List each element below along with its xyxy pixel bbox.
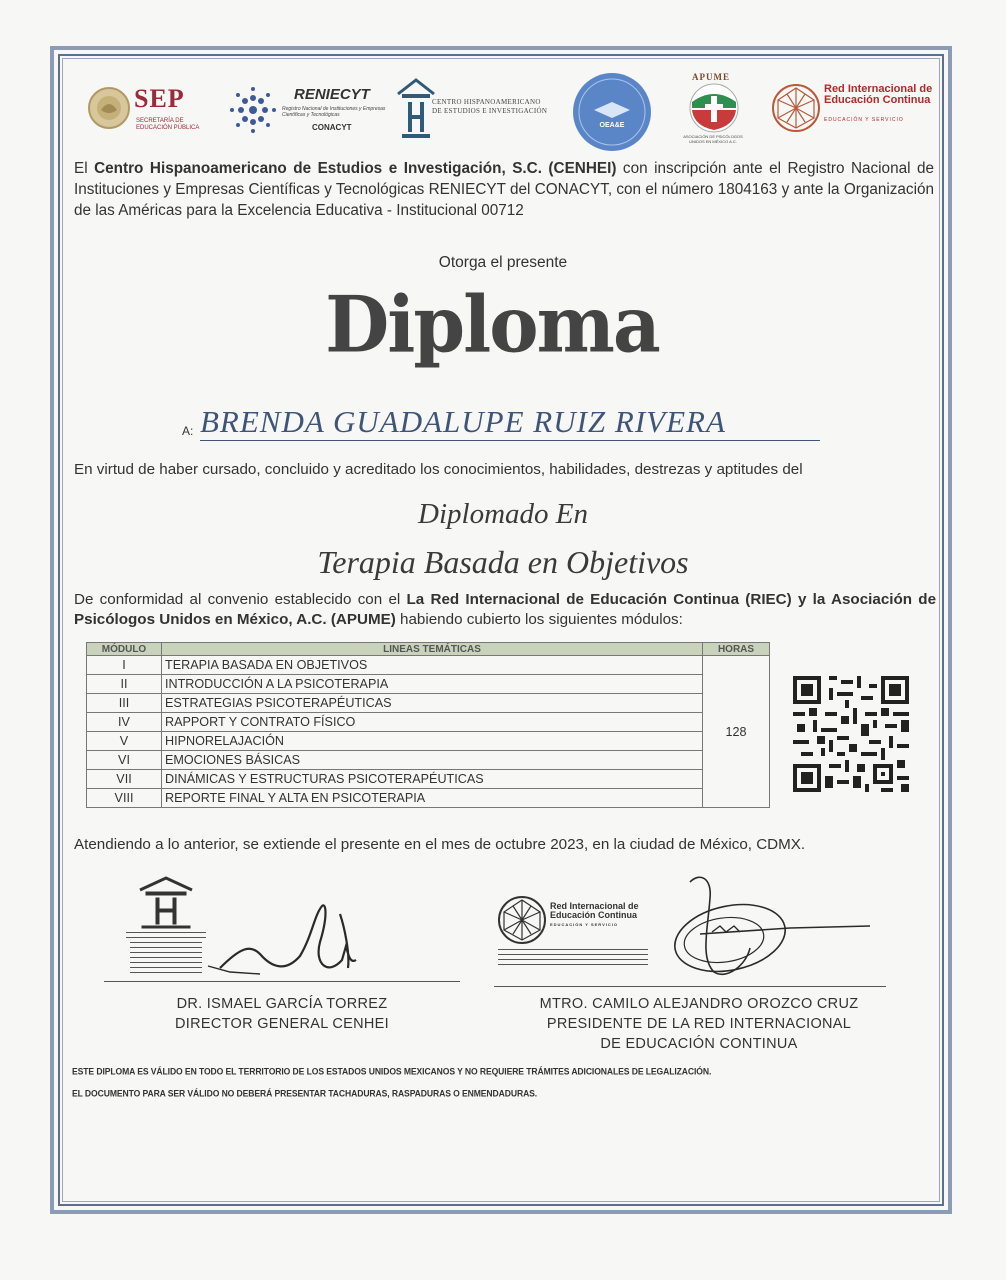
modules-table	[86, 642, 770, 808]
apume-emblem-icon	[684, 82, 744, 134]
intro-prefix: El	[74, 160, 95, 177]
apume-logo	[678, 72, 758, 152]
table-row	[87, 732, 770, 751]
conformity-text	[74, 590, 936, 630]
oeae-logo	[572, 72, 654, 152]
network-globe-icon	[770, 82, 822, 134]
logo-strip	[84, 72, 934, 152]
table-row	[87, 675, 770, 694]
right-signature-area	[490, 868, 890, 986]
riec-stamp-subtitle: EDUCACIÓN Y SERVICIO	[550, 922, 619, 927]
recipient-name: BRENDA GUADALUPE RUIZ RIVERA	[200, 404, 820, 441]
reniecyt-subtitle: Registro Nacional de Instituciones y Empresas Científicas y Tecnológicas	[282, 106, 386, 118]
sep-name: SEP	[134, 84, 185, 113]
module-topic: REPORTE FINAL Y ALTA EN PSICOTERAPIA	[162, 789, 703, 808]
virtud-text: En virtud de haber cursado, concluido y acreditado los conocimientos, habilidades, destrezas y aptitudes del	[74, 461, 803, 478]
alteration-footnote: EL DOCUMENTO PARA SER VÁLIDO NO DEBERÁ PRESENTAR TACHADURAS, RASPADURAS O ENMENDADURAS.	[72, 1087, 538, 1099]
program-line-1: Diplomado En	[418, 498, 588, 530]
oeae-label: OEA&E	[599, 122, 625, 129]
program-title: Terapia Basada en Objetivos	[317, 544, 689, 580]
right-signer-title-2: DE EDUCACIÓN CONTINUA	[600, 1036, 798, 1052]
module-topic: TERAPIA BASADA EN OBJETIVOS	[162, 656, 703, 675]
riec-title: Red Internacional de Educación Continua	[824, 83, 933, 106]
header-topics: LINEAS TEMÁTICAS	[162, 643, 703, 656]
left-signer-title: DIRECTOR GENERAL CENHEI	[175, 1016, 389, 1032]
oeae-circle-icon	[572, 72, 652, 152]
table-header-row	[87, 643, 770, 656]
intro-rest: con inscripción ante el Registro Nacional de Instituciones y Empresas Científicas y Tecnológicas RENIECYT del CONACYT, con el número 1804163 y ante la Organización de las Américas para la Excelencia Educativa - Institucional 00712	[74, 160, 934, 219]
institution-name: Centro Hispanoamericano de Estudios e Investigación, S.C. (CENHEI)	[94, 160, 617, 177]
left-signature-area	[100, 876, 460, 986]
table-row	[87, 694, 770, 713]
riec-logo	[770, 72, 934, 152]
module-number: V	[87, 732, 162, 751]
module-number: I	[87, 656, 162, 675]
module-number: VIII	[87, 789, 162, 808]
riec-stamp-title: Red Internacional de Educación Continua	[550, 901, 639, 920]
module-topic: DINÁMICAS Y ESTRUCTURAS PSICOTERAPÉUTICAS	[162, 770, 703, 789]
header-hours: HORAS	[703, 643, 770, 656]
institution-intro	[74, 158, 934, 221]
table-row	[87, 656, 770, 675]
apume-subtitle: ASOCIACIÓN DE PSICÓLOGOS UNIDOS EN MÉXICO A.C.	[683, 134, 743, 144]
reniecyt-title: RENIECYT	[294, 86, 370, 103]
mexico-seal-icon	[86, 80, 132, 140]
right-signature	[660, 868, 890, 986]
validity-footnote: ESTE DIPLOMA ES VÁLIDO EN TODO EL TERRITORIO DE LOS ESTADOS UNIDOS MEXICANOS Y NO REQUIERE TRÁMITES ADICIONALES DE LEGALIZACIÓN.	[72, 1065, 712, 1077]
table-row	[87, 789, 770, 808]
module-topic: ESTRATEGIAS PSICOTERAPÉUTICAS	[162, 694, 703, 713]
reniecyt-dots-icon	[230, 86, 276, 136]
diploma-title: Diploma	[325, 279, 659, 371]
right-signer-title-1: PRESIDENTE DE LA RED INTERNACIONAL	[546, 1016, 852, 1032]
module-topic: RAPPORT Y CONTRATO FÍSICO	[162, 713, 703, 732]
module-topic: INTRODUCCIÓN A LA PSICOTERAPIA	[162, 675, 703, 694]
apume-title: APUME	[692, 72, 730, 82]
module-number: IV	[87, 713, 162, 732]
reniecyt-logo	[230, 72, 400, 152]
module-number: VI	[87, 751, 162, 770]
network-globe-icon	[496, 894, 548, 946]
left-signer	[104, 994, 460, 1034]
header-module: MÓDULO	[87, 643, 162, 656]
sep-logo	[84, 72, 224, 152]
module-number: VII	[87, 770, 162, 789]
apume-org-name: Asociación de Psicólogos Unidos en México, A.C. (APUME)	[74, 591, 937, 628]
cenhei-house-icon	[396, 78, 436, 144]
conformity-prefix: De conformidad al convenio establecido con el	[74, 591, 407, 608]
riec-org-name: La Red Internacional de Educación Continua	[406, 591, 740, 608]
right-signer-name: MTRO. CAMILO ALEJANDRO OROZCO CRUZ	[539, 996, 859, 1012]
right-signature-line	[494, 986, 886, 987]
closing-text: Atendiendo a lo anterior, se extiende el presente en el mes de octubre 2023, en la ciudad de México, CDMX.	[74, 836, 806, 853]
module-topic: EMOCIONES BÁSICAS	[162, 751, 703, 770]
module-number: II	[87, 675, 162, 694]
left-signer-name: DR. ISMAEL GARCÍA TORREZ	[176, 996, 388, 1012]
otorga-text: Otorga el presente	[438, 254, 568, 271]
riec-stamp-fine-print	[498, 946, 648, 965]
qr-code[interactable]	[792, 676, 910, 792]
conformity-suffix: habiendo cubierto los siguientes módulos:	[395, 611, 683, 628]
conformity-middle: (RIEC) y la	[739, 591, 832, 608]
cenhei-name: CENTRO HISPANOAMERICANO DE ESTUDIOS E INVESTIGACIÓN	[432, 98, 548, 115]
left-signature-line	[104, 981, 460, 982]
cenhei-stamp-and-signature	[100, 876, 460, 986]
table-row	[87, 770, 770, 789]
recipient-prefix: A:	[182, 424, 194, 438]
reniecyt-conacyt: CONACYT	[312, 123, 352, 132]
total-hours: 128	[703, 656, 770, 808]
table-row	[87, 713, 770, 732]
module-number: III	[87, 694, 162, 713]
sep-subtitle: SECRETARÍA DE EDUCACIÓN PÚBLICA	[136, 118, 200, 131]
right-signer	[494, 994, 904, 1054]
cenhei-logo	[396, 72, 566, 152]
riec-subtitle: EDUCACIÓN Y SERVICIO	[824, 117, 904, 123]
table-row	[87, 751, 770, 770]
module-topic: HIPNORELAJACIÓN	[162, 732, 703, 751]
